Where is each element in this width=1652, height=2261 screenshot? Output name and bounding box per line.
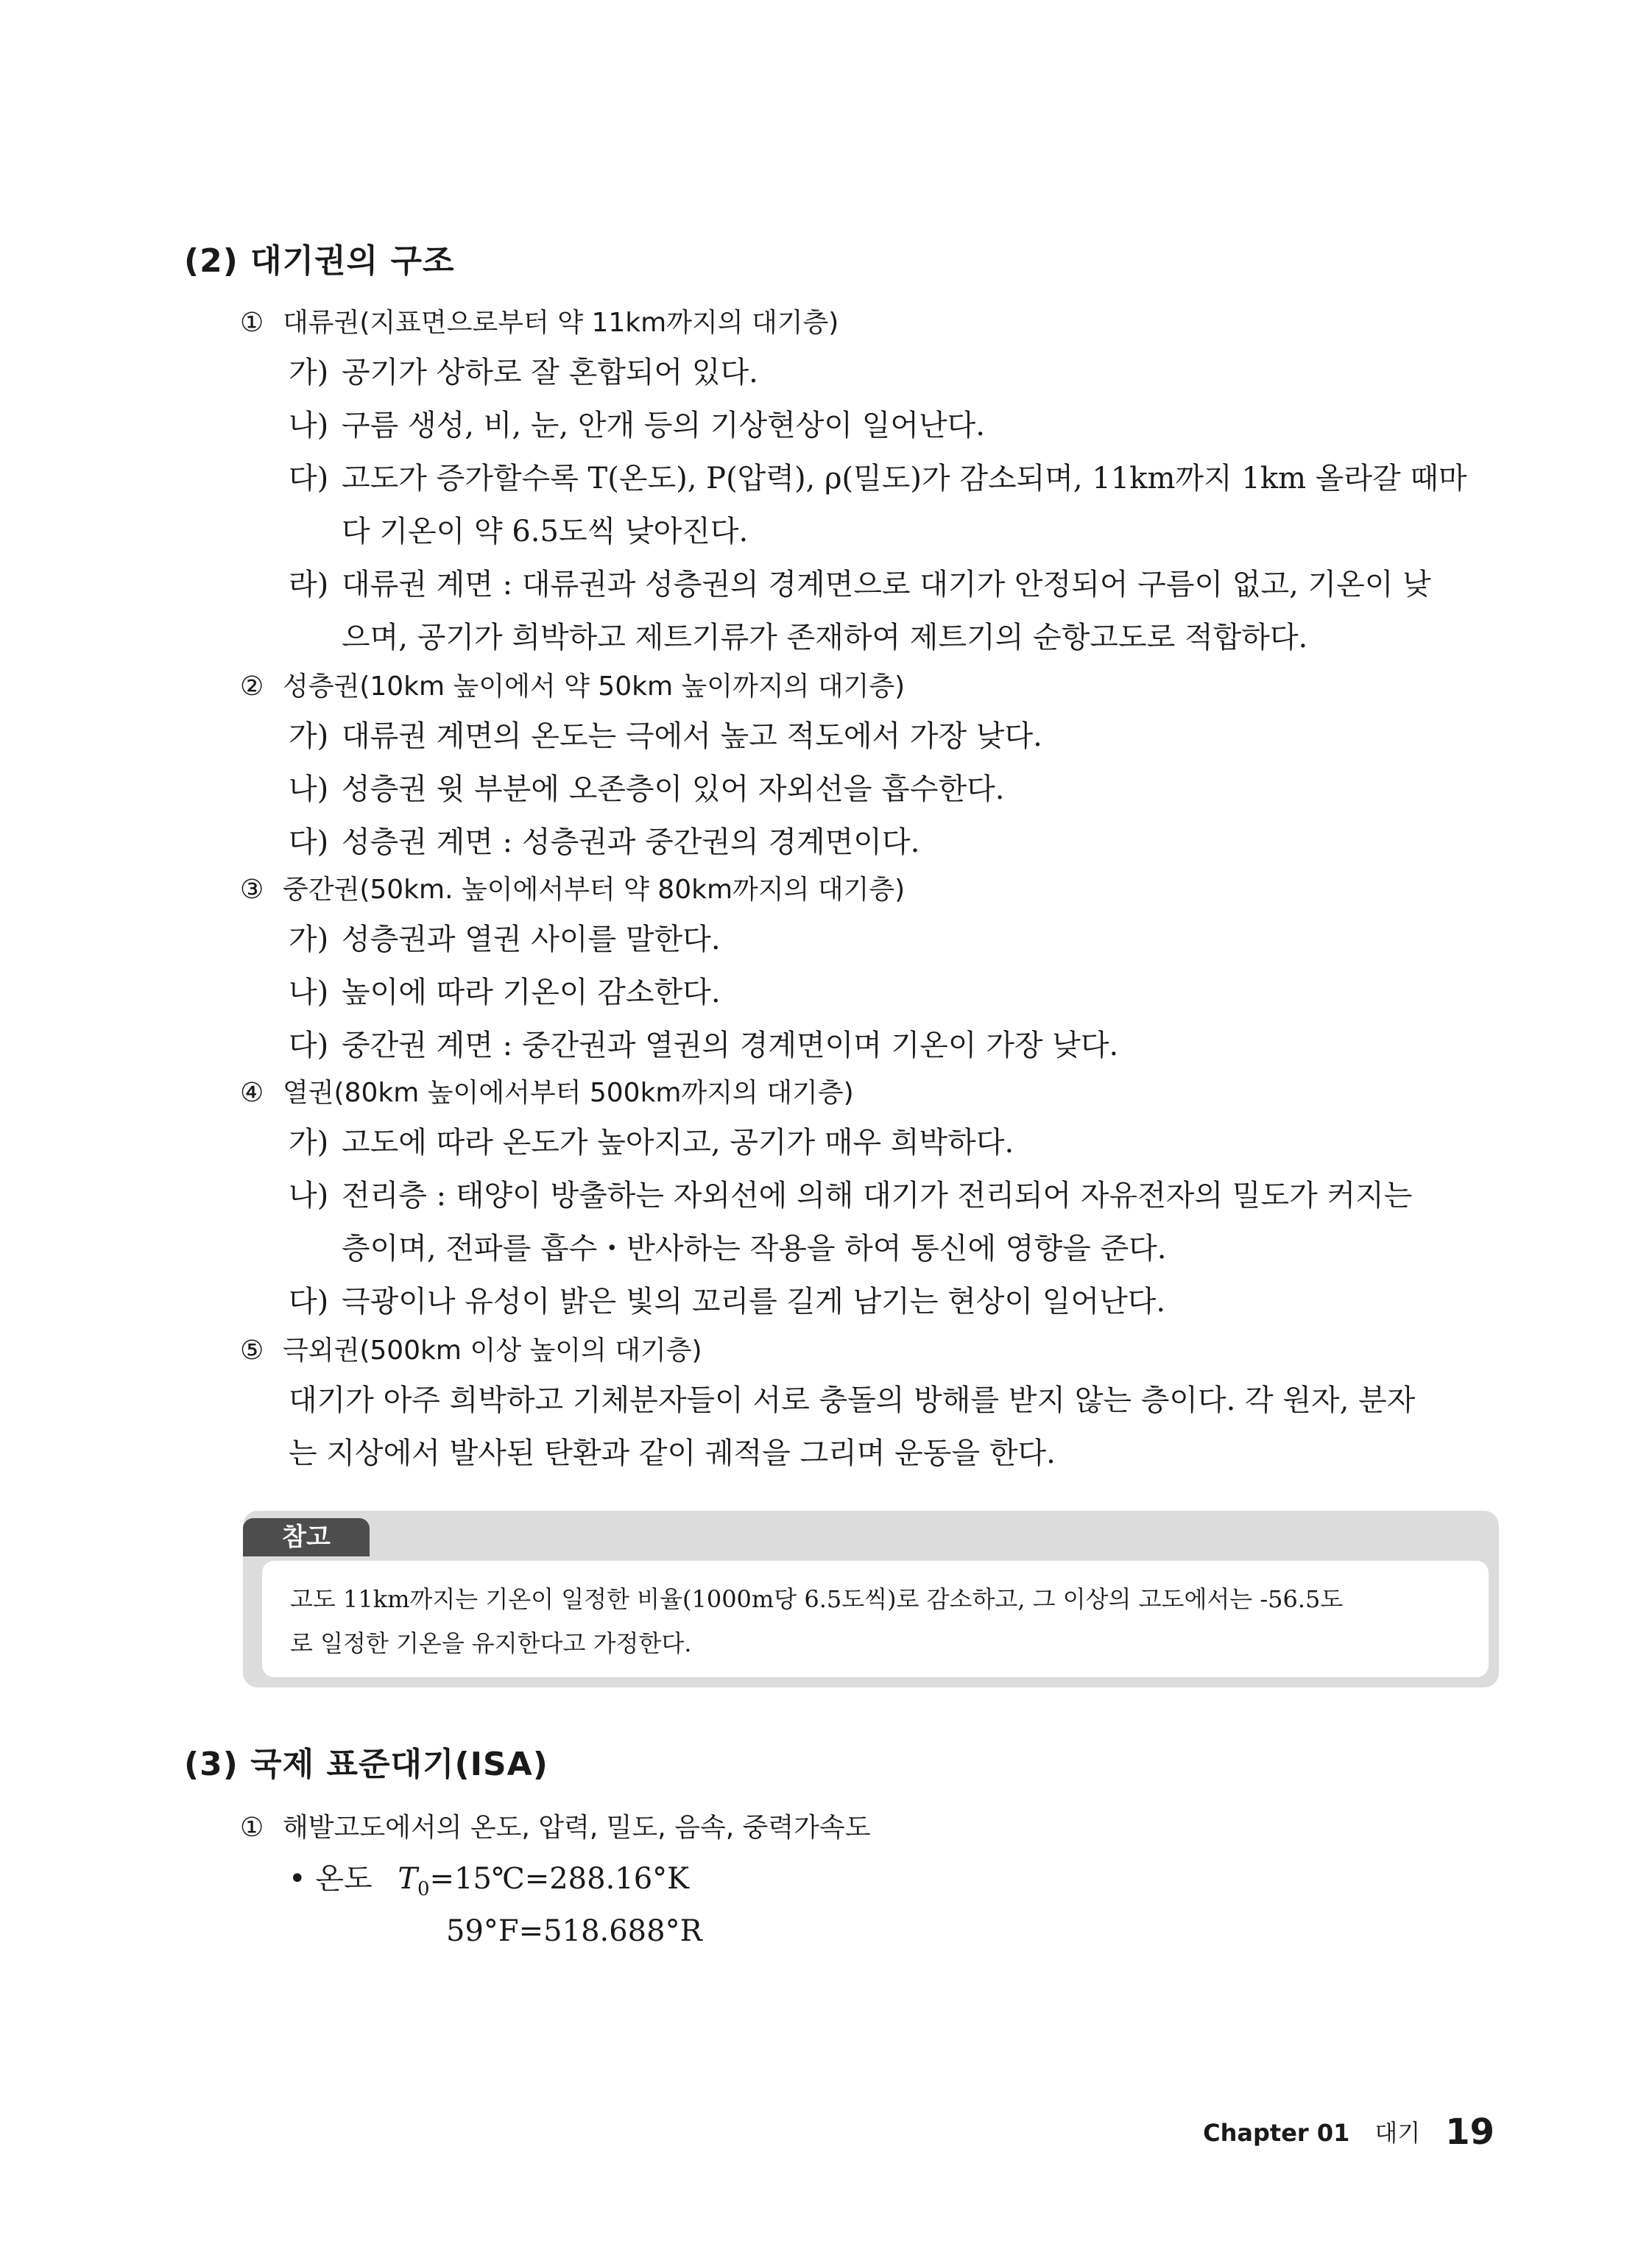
list-item: [289, 913, 1503, 966]
note-text-line: 고도 11km까지는 기온이 일정한 비율(1000m당 6.5도씩)로 감소하고, 그 이상의 고도에서는 -56.5도: [290, 1585, 1344, 1613]
list-text: 전리층 : 태양이 방출하는 자외선에 의해 대기가 전리되어 자유전자의 밀도가 커지는: [342, 1179, 1413, 1213]
subheading-thermosphere: [240, 1072, 854, 1110]
list-text: 높이에 따라 기온이 감소한다.: [342, 976, 721, 1009]
subheading-text: 해발고도에서의 온도, 압력, 밀도, 음속, 중력가속도: [283, 1813, 871, 1843]
list-marker: 다): [289, 462, 329, 495]
list-item: [289, 1169, 1503, 1222]
list-item: [289, 763, 1503, 816]
formula-label: 온도: [315, 1862, 373, 1896]
list-text: 공기가 상하로 잘 혼합되어 있다.: [342, 356, 758, 389]
list-text: 극광이나 유성이 밝은 빛의 꼬리를 길게 남기는 현상이 일어난다.: [342, 1285, 1166, 1319]
list-text: 대류권 계면의 온도는 극에서 높고 적도에서 가장 낮다.: [342, 719, 1042, 753]
section-heading-structure: (2) 대기권의 구조: [184, 242, 455, 280]
temperature-formula: [289, 1855, 689, 1900]
subheading-text: 열권(80km 높이에서부터 500km까지의 대기층): [283, 1078, 854, 1108]
section-heading-isa: (3) 국제 표준대기(ISA): [184, 1746, 548, 1783]
chapter-label: Chapter 01: [1203, 2119, 1350, 2147]
subheading-text: 극외권(500km 이상 높이의 대기층): [283, 1336, 702, 1366]
item-number: ③: [240, 875, 264, 905]
paragraph-line: 는 지상에서 발사된 탄환과 같이 궤적을 그리며 운동을 한다.: [289, 1436, 1056, 1470]
chapter-title: 대기: [1374, 2119, 1421, 2147]
list-item: [289, 452, 1503, 505]
item-number: ④: [240, 1078, 264, 1108]
list-item: [289, 1275, 1503, 1328]
subheading-mesosphere: [240, 869, 905, 906]
list-marker: 다): [289, 1029, 329, 1062]
list-item: [289, 710, 1503, 763]
list-marker: 가): [289, 923, 329, 956]
bullet: •: [289, 1862, 306, 1896]
subheading-text: 성층권(10km 높이에서 약 50km 높이까지의 대기층): [283, 671, 906, 702]
subheading-sea-level: [240, 1807, 871, 1844]
list-text: 성층권과 열권 사이를 말한다.: [342, 923, 721, 956]
note-label: 참고: [243, 1518, 370, 1556]
list-text: 고도에 따라 온도가 높아지고, 공기가 매우 희박하다.: [342, 1126, 1014, 1160]
formula-symbol: T: [398, 1862, 417, 1896]
list-marker: 나): [289, 772, 329, 806]
page-footer: [1203, 2112, 1494, 2153]
formula-subscript: 0: [417, 1878, 430, 1900]
list-text: 성층권 윗 부분에 오존층이 있어 자외선을 흡수한다.: [342, 772, 1005, 806]
list-text: 대류권 계면 : 대류권과 성층권의 경계면으로 대기가 안정되어 구름이 없고, 기온이 낮: [342, 568, 1431, 602]
list-item: [289, 1116, 1503, 1169]
list-continuation: 층이며, 전파를 흡수・반사하는 작용을 하여 통신에 영향을 준다.: [342, 1232, 1167, 1266]
item-number: ①: [240, 1813, 264, 1843]
list-text: 고도가 증가할수록 T(온도), P(압력), ρ(밀도)가 감소되며, 11km까지 1km 올라갈 때마: [342, 462, 1467, 495]
list-text: 구름 생성, 비, 눈, 안개 등의 기상현상이 일어난다.: [342, 409, 986, 442]
list-item: [289, 966, 1503, 1019]
list-marker: 다): [289, 1285, 329, 1319]
subheading-troposphere: [240, 302, 839, 339]
list-text: 중간권 계면 : 중간권과 열권의 경계면이며 기온이 가장 낮다.: [342, 1029, 1119, 1062]
list-marker: 가): [289, 356, 329, 389]
list-item: [289, 399, 1503, 452]
item-number: ⑤: [240, 1336, 264, 1366]
paragraph-line: 대기가 아주 희박하고 기체분자들이 서로 충돌의 방해를 받지 않는 층이다. 각 원자, 분자: [289, 1383, 1416, 1417]
list-item: [289, 816, 1503, 869]
list-marker: 다): [289, 825, 329, 859]
temperature-formula-imperial: 59°F=518.688°R: [446, 1914, 702, 1948]
list-marker: 가): [289, 719, 329, 753]
page-number: 19: [1445, 2112, 1494, 2153]
list-marker: 나): [289, 409, 329, 442]
list-continuation: 으며, 공기가 희박하고 제트기류가 존재하여 제트기의 순항고도로 적합하다.: [342, 621, 1308, 655]
list-item: [289, 346, 1503, 399]
subheading-exosphere: [240, 1330, 702, 1367]
list-continuation: 다 기온이 약 6.5도씩 낮아진다.: [342, 515, 749, 549]
note-text-line: 로 일정한 기온을 유지한다고 가정한다.: [290, 1629, 692, 1657]
item-number: ②: [240, 671, 264, 702]
item-number: ①: [240, 308, 264, 338]
subheading-stratosphere: [240, 666, 905, 703]
list-marker: 나): [289, 976, 329, 1009]
list-marker: 가): [289, 1126, 329, 1160]
formula-equation: =15℃=288.16°K: [429, 1862, 690, 1896]
subheading-text: 중간권(50km. 높이에서부터 약 80km까지의 대기층): [283, 875, 906, 905]
list-item: [289, 1019, 1503, 1072]
list-marker: 나): [289, 1179, 329, 1213]
subheading-text: 대류권(지표면으로부터 약 11km까지의 대기층): [283, 308, 839, 338]
list-marker: 라): [289, 568, 329, 602]
list-item: [289, 558, 1503, 611]
list-text: 성층권 계면 : 성층권과 중간권의 경계면이다.: [342, 825, 920, 859]
